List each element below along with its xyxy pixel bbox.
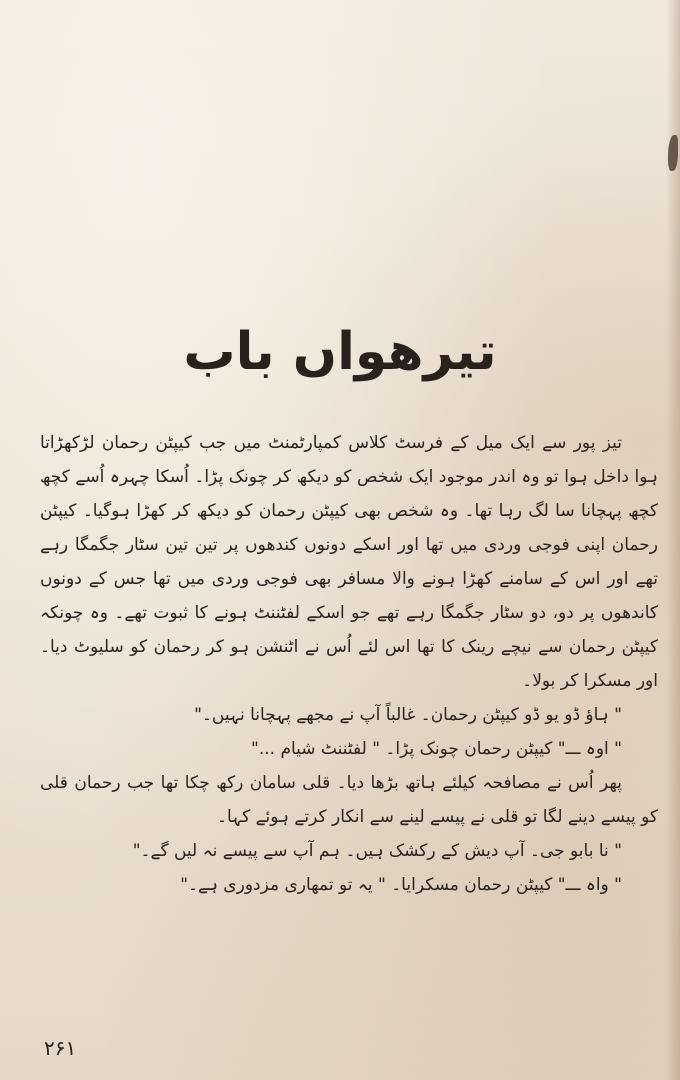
paragraph-4: پھر اُس نے مصافحہ کیلئے ہاتھ بڑھا دیا۔ قلی سامان رکھ چکا تھا جب رحمان قلی کو پیسے دینے لگا تو قلی نے پیسے لینے سے انکار کرتے ہوئے کہا۔: [40, 773, 658, 827]
paragraph-2: " ہاؤ ڈو یو ڈو کیپٹن رحمان۔ غالباً آپ نے مجھے پہچانا نہیں۔": [194, 705, 622, 725]
page-tear-mark: [668, 135, 678, 171]
paragraph-6: " واہ ـــ" کیپٹن رحمان مسکرایا۔ " یہ تو تمھاری مزدوری ہے۔": [180, 875, 622, 895]
page-number: ۲۶۱: [44, 1036, 77, 1060]
chapter-title: تیرھواں باب: [183, 322, 497, 382]
body-text: [40, 426, 658, 902]
paragraph-3: " اوہ ـــ" کیپٹن رحمان چونک پڑا۔ " لفٹننٹ شیام ...": [251, 739, 622, 759]
paragraph-5: " نا بابو جی۔ آپ دیش کے رکشک ہیں۔ ہم آپ سے پیسے نہ لیں گے۔": [132, 841, 622, 861]
paragraph-1: تیز پور سے ایک میل کے فرسٹ کلاس کمپارٹمنٹ میں جب کیپٹن رحمان لڑکھڑاتا ہوا داخل ہوا تو وہ اندر موجود ایک شخص کو دیکھ کر چونک پڑا۔ اُسکا چہرہ اُسے کچھ کچھ پہچانا سا لگ رہا تھا۔ وہ شخص بھی کیپٹن رحمان کو دیکھ کر کھڑا ہوگیا۔ کیپٹن رحمان اپنی فوجی وردی میں تھا اور اسکے دونوں کندھوں پر تین تین سٹار جگمگا رہے تھے اور اس کے سامنے کھڑا ہونے والا مسافر بھی فوجی وردی میں تھا جس کے دونوں کاندھوں پر دو، دو سٹار جگمگا رہے تھے جو اسکے لفٹننٹ ہونے کا ثبوت تھے۔ وہ چونکہ کیپٹن رحمان سے نیچے رینک کا تھا اس لئے اُس نے اٹنشن ہو کر رحمان کو سلیوٹ دیا۔ اور مسکرا کر بولا۔: [40, 433, 658, 691]
